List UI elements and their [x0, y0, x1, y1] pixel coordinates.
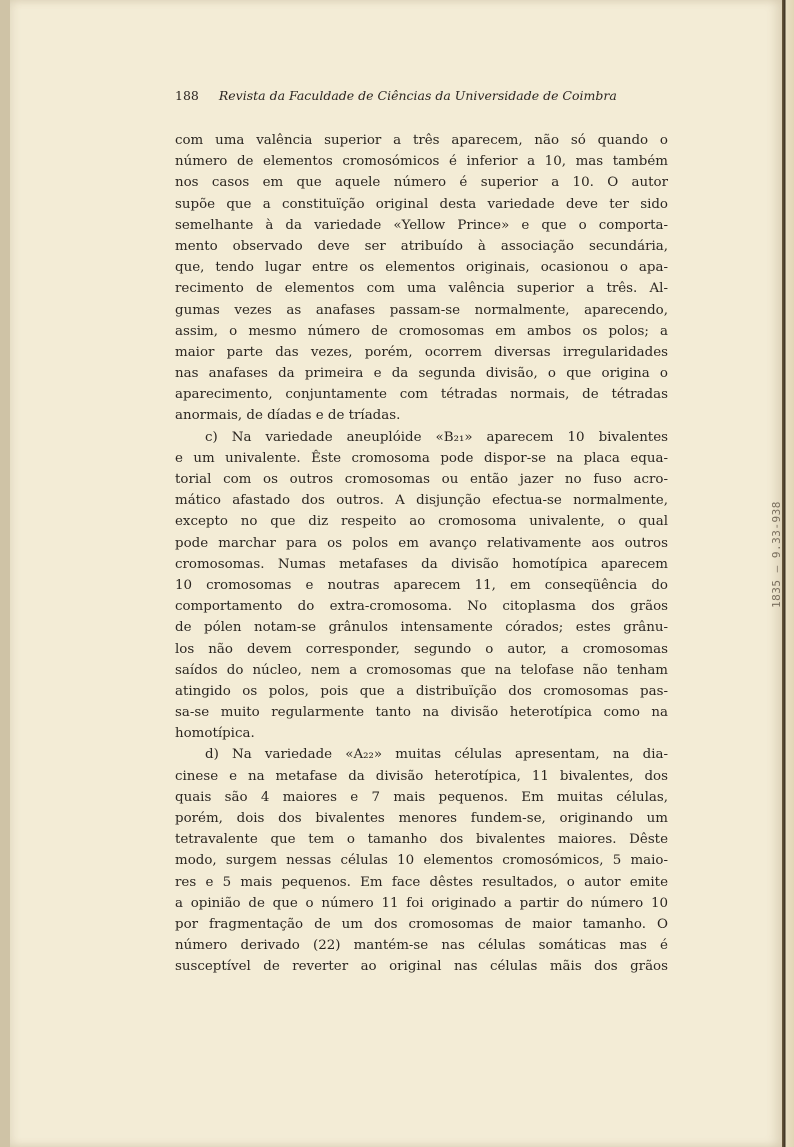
text-line: número derivado (22) mantém-se nas células somáticas mas é	[175, 938, 668, 954]
text-line: atingido os polos, pois que a distribuïção dos cromosomas pas-	[175, 683, 668, 699]
text-line: c) Na variedade aneuplóide «B₂₁» aparecem 10 bivalentes	[205, 429, 668, 445]
text-line: semelhante à da variedade «Yellow Prince» e que o comporta-	[175, 217, 668, 233]
text-line: 10 cromosomas e noutras aparecem 11, em conseqüência do	[175, 577, 668, 593]
text-line: que, tendo lugar entre os elementos originais, ocasionou o apa-	[175, 260, 668, 276]
text-line: homotípica.	[175, 726, 255, 742]
text-line: nas anafases da primeira e da segunda divisão, o que origina o	[175, 366, 668, 382]
text-line: e um univalente. Êste cromosoma pode dispor-se na placa equa-	[175, 450, 668, 466]
text-line: saídos do núcleo, nem a cromosomas que na telofase não tenham	[175, 662, 668, 678]
text-line: res e 5 mais pequenos. Em face dêstes resultados, o autor emite	[175, 874, 668, 890]
body-text	[175, 130, 668, 978]
text-line: los não devem corresponder, segundo o autor, a cromosomas	[175, 641, 668, 657]
text-line: cromosomas. Numas metafases da divisão homotípica aparecem	[175, 556, 668, 572]
text-line: excepto no que diz respeito ao cromosoma univalente, o qual	[175, 514, 668, 530]
page-number: 188	[175, 88, 199, 103]
text-line: recimento de elementos com uma valência superior a três. Al-	[175, 281, 668, 297]
text-line: assim, o mesmo número de cromosomas em ambos os polos; a	[175, 323, 668, 339]
text-line: porém, dois dos bivalentes menores fundem-se, originando um	[175, 811, 668, 826]
text-line: de pólen notam-se grânulos intensamente córados; estes grânu-	[175, 620, 668, 636]
text-line: cinese e na metafase da divisão heterotípica, 11 bivalentes, dos	[175, 768, 668, 784]
text-line: modo, surgem nessas células 10 elementos cromosómicos, 5 maio-	[175, 853, 668, 869]
text-line: a opinião de que o número 11 foi originado a partir do número 10	[175, 895, 668, 911]
text-line: d) Na variedade «A₂₂» muitas células apresentam, na dia-	[205, 747, 668, 763]
text-line: supõe que a constituïção original desta variedade deve ter sido	[175, 196, 668, 212]
text-line: comportamento do extra-cromosoma. No citoplasma dos grãos	[175, 599, 668, 615]
text-line: por fragmentação de um dos cromosomas de maior tamanho. O	[175, 916, 668, 932]
text-line: número de elementos cromosómicos é inferior a 10, mas também	[175, 154, 668, 170]
text-line: susceptível de reverter ao original nas células mãis dos grãos	[175, 959, 668, 975]
text-line: anormais, de díadas e de tríadas.	[175, 408, 401, 424]
text-line: mento observado deve ser atribuído à associação secundária,	[175, 238, 668, 254]
text-line: maior parte das vezes, porém, ocorrem diversas irregularidades	[175, 344, 668, 360]
text-line: mático afastado dos outros. A disjunção efectua-se normalmente,	[175, 493, 668, 509]
margin-stamp: 1835 — 9.33-938	[770, 501, 783, 608]
journal-title: Revista da Faculdade de Ciências da Universidade de Coimbra	[218, 88, 617, 103]
text-line: sa-se muito regularmente tanto na divisão heterotípica como na	[175, 705, 668, 721]
text-line: quais são 4 maiores e 7 mais pequenos. Em muitas células,	[175, 789, 668, 805]
text-line: tetravalente que tem o tamanho dos bivalentes maiores. Dêste	[175, 832, 668, 848]
text-line: aparecimento, conjuntamente com tétradas normais, de tétradas	[175, 387, 668, 403]
text-line: gumas vezes as anafases passam-se normalmente, aparecendo,	[175, 302, 668, 318]
text-line: pode marchar para os polos em avanço relativamente aos outros	[175, 535, 668, 551]
text-line: com uma valência superior a três aparecem, não só quando o	[175, 133, 668, 148]
text-line: torial com os outros cromosomas ou então jazer no fuso acro-	[175, 472, 668, 487]
running-header	[175, 88, 675, 106]
text-line: nos casos em que aquele número é superior a 10. O autor	[175, 175, 668, 191]
